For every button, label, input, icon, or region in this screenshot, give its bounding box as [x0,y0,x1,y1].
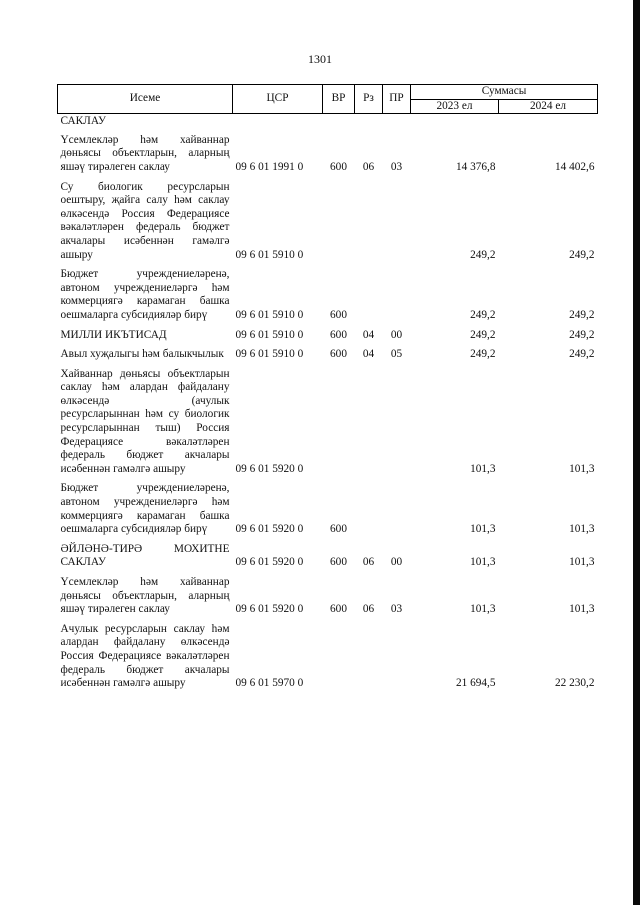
row-sum-2023: 101,3 [470,603,496,616]
budget-table [57,84,598,694]
row-csr: 09 6 01 5920 0 [235,523,304,536]
row-pr: 00 [390,556,403,569]
row-csr: 09 6 01 5920 0 [235,603,304,616]
table-row [58,178,598,266]
row-sum-2023: 14 376,8 [455,160,496,173]
col-header-rz: Рз [355,85,383,114]
row-sum-2024: 249,2 [569,328,595,341]
row-csr: 09 6 01 5920 0 [235,462,304,475]
row-sum-2024: 249,2 [569,248,595,261]
row-sum-2023: 249,2 [470,248,496,261]
row-name: Су биологик ресурсларын оештыру, җайга салу һәм саклау өлкәсендә Россия Федерациясе вәкаләтләрен федераль бюджет акчалары исәбеннән гамәлгә ашыру [60,180,230,261]
row-vr [323,178,355,266]
row-name: МИЛЛИ ИКЪТИСАД [60,328,167,341]
col-header-pr: ПР [383,85,411,114]
row-sum-2024: 22 230,2 [554,677,595,690]
row-sum-2024: 101,3 [569,523,595,536]
row-sum-2023: 249,2 [470,308,496,321]
table-row [58,131,598,178]
row-csr: 09 6 01 5910 0 [235,328,304,341]
row-csr: 09 6 01 5920 0 [235,556,304,569]
row-rz [355,265,383,325]
row-csr: 09 6 01 5910 0 [235,348,304,361]
row-rz [355,479,383,539]
row-name: Бюджет учреждениеләренә, автоном учреждениеләргә һәм коммерциягә карамаган башка оешмаларга субсидияләр бирү [60,482,230,536]
row-pr: 03 [390,160,403,173]
row-vr [323,365,355,480]
row-name: Ачулык ресурсларын саклау һәм алардан файдалану өлкәсендә Россия Федерациясе вәкаләтләрен федераль бюджет акчалары исәбеннән гамәлгә ашыру [60,622,230,690]
row-rz: 06 [362,603,375,616]
row-name: Авыл хуҗалыгы һәм балыкчылык [60,348,224,361]
row-csr: 09 6 01 5970 0 [235,677,304,690]
row-name: Үсемлекләр һәм хайваннар дөньясы объектларын, аларның яшәү тирәлеген саклау [60,576,230,616]
row-rz [355,365,383,480]
table-row [58,479,598,539]
row-vr: 600 [330,348,347,361]
scan-edge-bar [633,0,640,905]
row-name: ӘЙЛӘНӘ-ТИРӘ МОХИТНЕ САКЛАУ [60,542,230,569]
row-csr: 09 6 01 1991 0 [235,160,304,173]
row-sum-2024: 101,3 [569,556,595,569]
col-header-vr: ВР [323,85,355,114]
row-sum-2023: 249,2 [470,328,496,341]
table-row [58,345,598,365]
table-body [58,114,598,694]
row-name: Хайваннар дөньясы объектларын саклау һәм алардан файдалану өлкәсендә (ачулык ресурсларыннан һәм су биологик ресурсларыннан тыш) Россия Федерациясе вәкаләтләрен федераль бюджет акчалары исәбеннән гамәлгә ашыру [60,367,230,475]
row-vr: 600 [330,523,347,536]
row-vr: 600 [330,603,347,616]
table-header [58,85,598,114]
row-rz: 04 [362,328,375,341]
page-number: 1301 [308,52,332,66]
row-csr: 09 6 01 5910 0 [235,308,304,321]
row-vr: 600 [330,556,347,569]
row-rz: 06 [362,556,375,569]
table-row [58,365,598,480]
col-header-year-2023: 2023 ел [411,99,499,114]
row-csr: 09 6 01 5910 0 [235,248,304,261]
row-rz [355,620,383,694]
row-rz: 06 [362,160,375,173]
row-sum-2023: 101,3 [470,523,496,536]
row-sum-2023: 21 694,5 [455,677,496,690]
row-sum-2023: 101,3 [470,462,496,475]
col-header-year-2024: 2024 ел [499,99,598,114]
row-pr: 03 [390,603,403,616]
row-pr [383,479,411,539]
row-rz [355,178,383,266]
col-header-csr: ЦСР [233,85,323,114]
row-pr [383,265,411,325]
row-vr: 600 [330,160,347,173]
col-header-sums: Суммасы [411,85,598,100]
row-sum-2024: 14 402,6 [554,160,595,173]
row-sum-2024: 249,2 [569,348,595,361]
table-row [58,326,598,346]
table-row [58,540,598,573]
row-pr [383,178,411,266]
row-sum-2023: 101,3 [470,556,496,569]
row-name: Үсемлекләр һәм хайваннар дөньясы объектларын, аларның яшәү тирәлеген саклау [60,133,230,173]
table-row [58,620,598,694]
table-row [58,265,598,325]
row-vr: 600 [330,308,347,321]
row-pr: 00 [390,328,403,341]
row-sum-2023: 249,2 [470,348,496,361]
row-pr [383,365,411,480]
row-vr [323,620,355,694]
row-sum-2024: 101,3 [569,603,595,616]
row-sum-2024: 249,2 [569,308,595,321]
row-rz: 04 [362,348,375,361]
row-sum-2024: 101,3 [569,462,595,475]
row-pr: 05 [390,348,403,361]
row-pr [383,620,411,694]
row-name: Бюджет учреждениеләренә, автоном учреждениеләргә һәм коммерциягә карамаган башка оешмаларга субсидияләр бирү [60,268,230,321]
section-row [58,114,598,131]
col-header-name: Исеме [58,85,233,114]
row-vr: 600 [330,328,347,341]
table-row [58,573,598,620]
section-title: САКЛАУ [60,115,106,128]
